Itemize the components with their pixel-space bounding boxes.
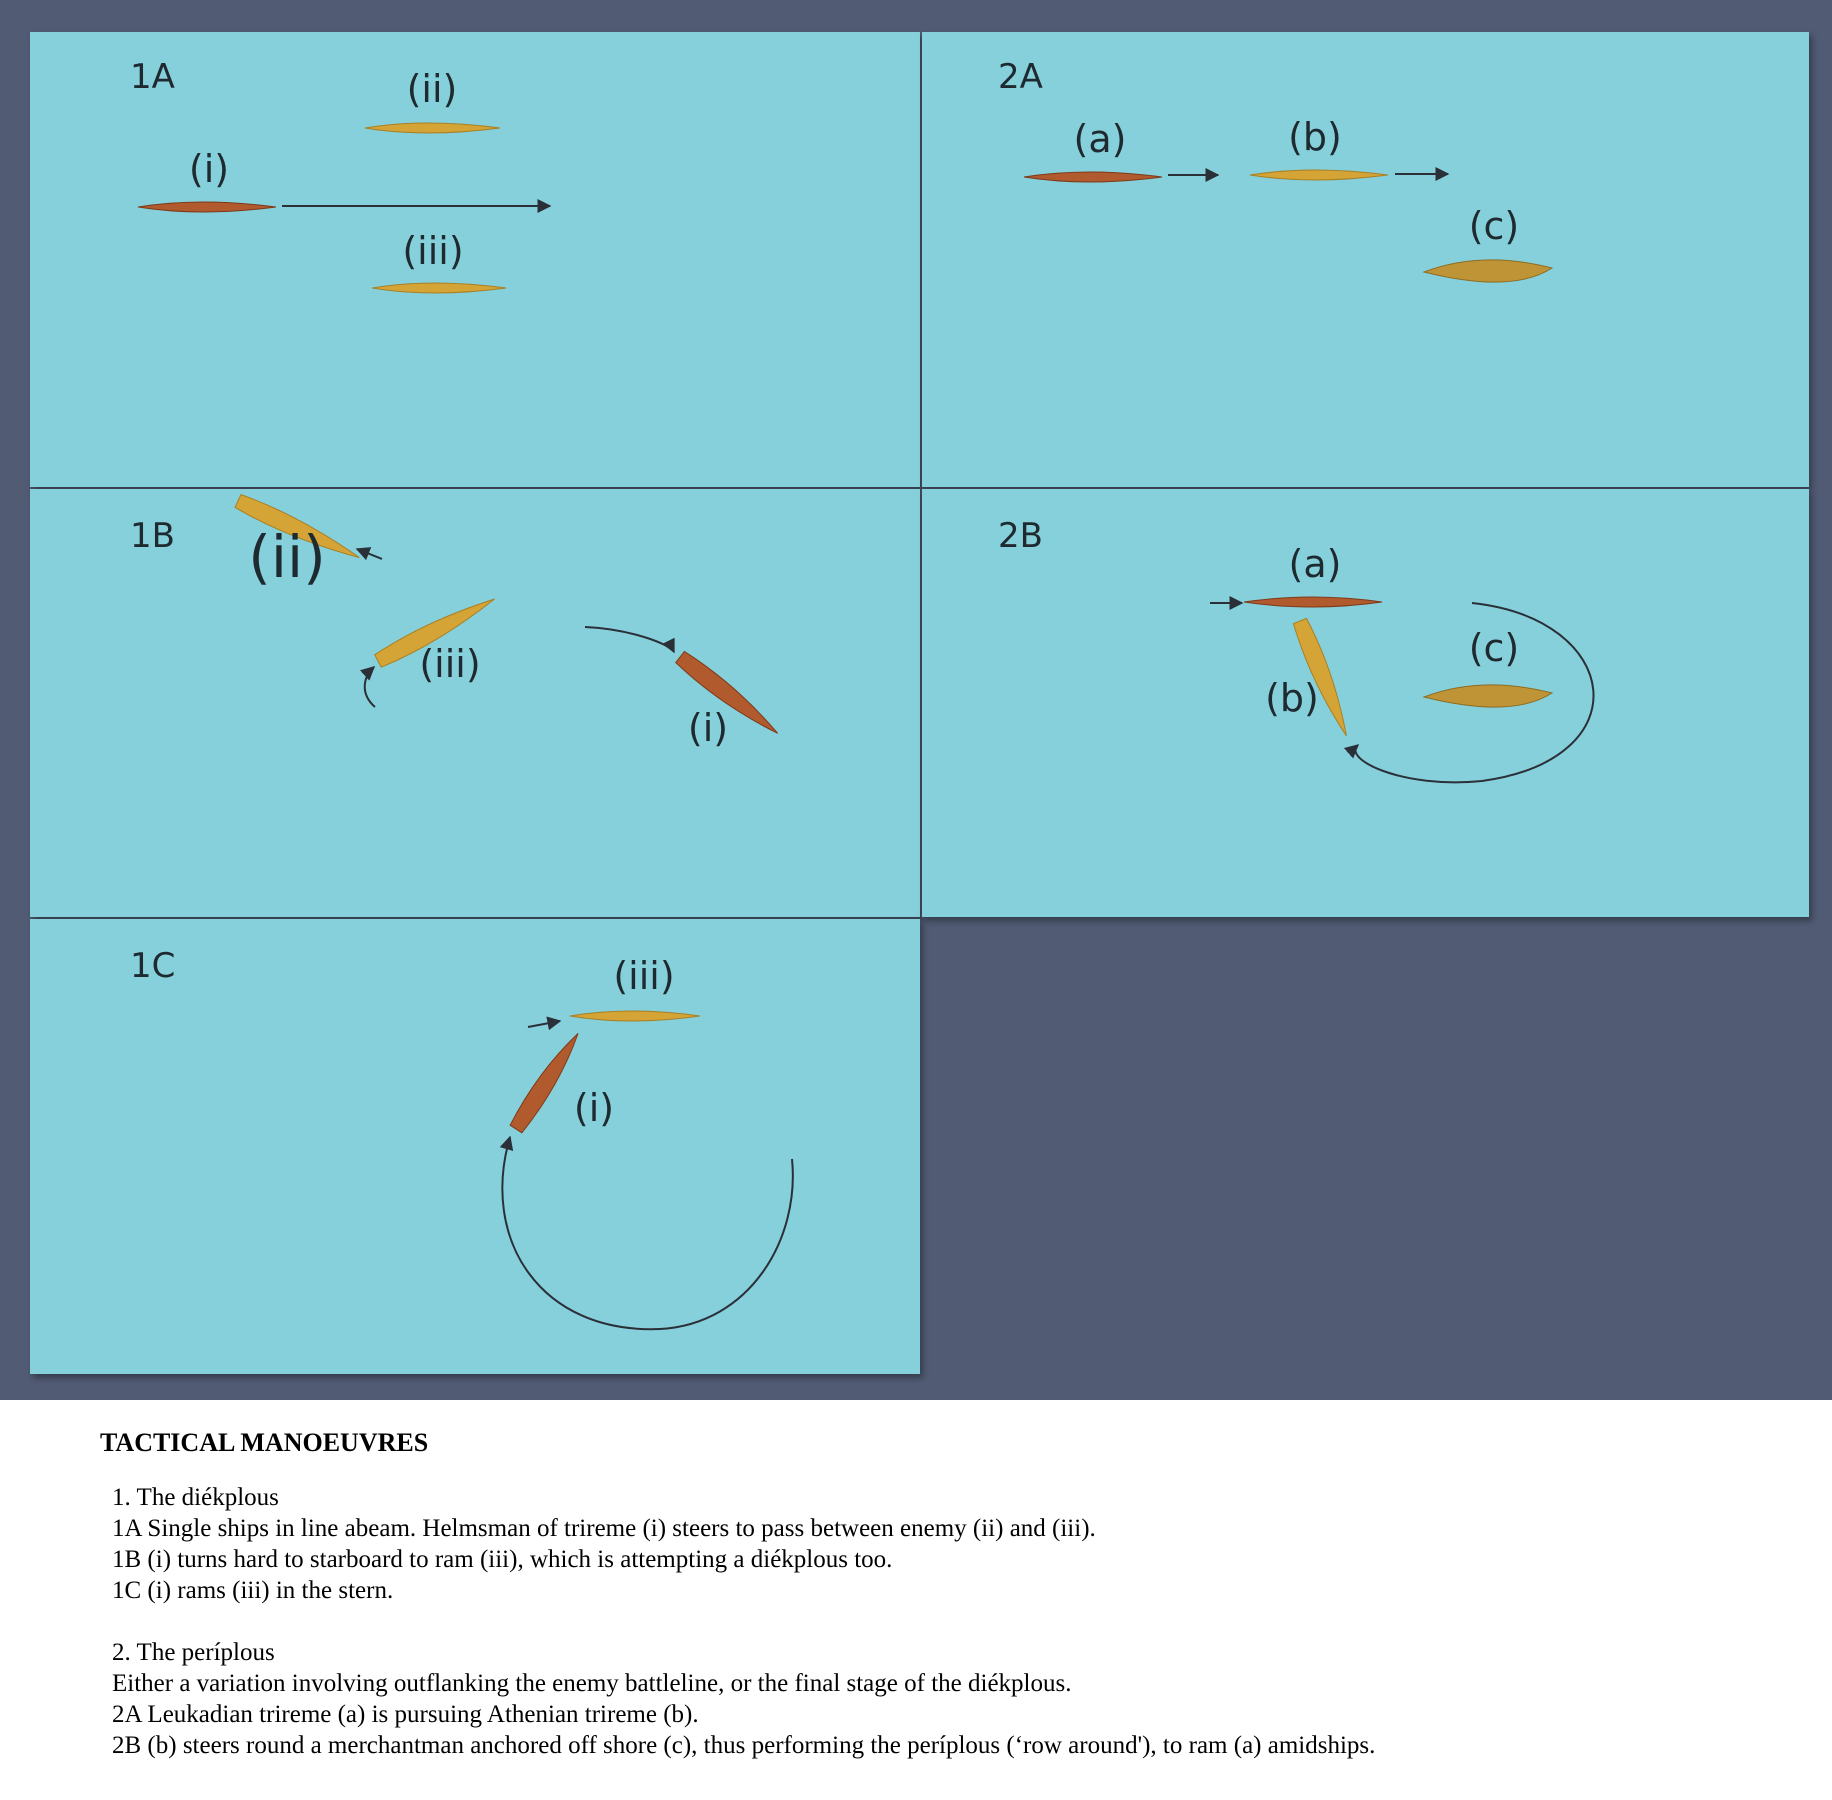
- merchantman-c: [1424, 685, 1552, 707]
- trireme-iii: [372, 283, 506, 293]
- section-2-heading: 2. The períplous: [112, 1639, 275, 1666]
- label-ii: (ii): [406, 67, 458, 111]
- section-1-1a: 1A Single ships in line abeam. Helmsman of trireme (i) steers to pass between enemy (ii) and (iii).: [112, 1515, 1096, 1542]
- panel-1b-title: 1B: [130, 516, 175, 556]
- label-iii: (iii): [613, 954, 675, 998]
- trireme-ii: [365, 123, 500, 133]
- panel-2a: [922, 32, 1809, 487]
- panel-1c-title: 1C: [130, 946, 176, 986]
- panel-2a-drawing: [922, 32, 1809, 487]
- label-b: (b): [1265, 676, 1319, 720]
- section-spacer: [100, 1606, 1780, 1637]
- section-2-2b: 2B (b) steers round a merchantman anchored off shore (c), thus performing the períplous (‘row around'), to ram (a) amidships.: [112, 1732, 1376, 1759]
- trireme-i: [138, 202, 276, 212]
- label-ii: (ii): [248, 523, 326, 591]
- turn-arrow-i: [585, 627, 674, 652]
- label-a: (a): [1288, 542, 1342, 586]
- turn-arrow-ii: [357, 549, 382, 559]
- section-1-heading: 1. The diékplous: [112, 1484, 279, 1511]
- panel-2a-title: 2A: [998, 57, 1043, 97]
- section-1-1b: 1B (i) turns hard to starboard to ram (iii), which is attempting a diékplous too.: [112, 1546, 893, 1573]
- label-i: (i): [687, 706, 729, 750]
- panel-2b-title: 2B: [998, 516, 1043, 556]
- panel-1a-drawing: [30, 32, 920, 487]
- label-i: (i): [188, 147, 230, 191]
- panel-1c: [30, 919, 920, 1374]
- section-1-1c: 1C (i) rams (iii) in the stern.: [112, 1577, 394, 1604]
- trireme-a: [1024, 172, 1162, 182]
- label-c: (c): [1468, 204, 1520, 248]
- panel-2b-drawing: [922, 489, 1809, 917]
- label-a: (a): [1073, 117, 1127, 161]
- label-b: (b): [1288, 115, 1342, 159]
- course-arrow-iii: [528, 1021, 560, 1027]
- caption: [100, 1420, 1780, 1761]
- trireme-a: [1244, 597, 1382, 607]
- panel-1b-drawing: [30, 489, 920, 917]
- ramming-turn-arrow: [502, 1137, 792, 1329]
- caption-title: TACTICAL MANOEUVRES: [100, 1428, 429, 1457]
- panel-2b: [922, 489, 1809, 917]
- label-c: (c): [1468, 626, 1520, 670]
- panel-1c-drawing: [30, 919, 920, 1374]
- section-2-2a: 2A Leukadian trireme (a) is pursuing Athenian trireme (b).: [112, 1701, 699, 1728]
- label-iii: (iii): [419, 642, 481, 686]
- section-2-intro: Either a variation involving outflanking the enemy battleline, or the final stage of the diékplous.: [112, 1670, 1072, 1697]
- trireme-iii: [570, 1011, 700, 1021]
- label-i: (i): [573, 1086, 615, 1130]
- label-iii: (iii): [402, 229, 464, 273]
- turn-arrow-iii: [365, 667, 375, 707]
- panel-1b: [30, 489, 920, 917]
- panel-1a-title: 1A: [130, 57, 175, 97]
- panel-1a: [30, 32, 920, 487]
- merchantman-c: [1424, 260, 1552, 282]
- trireme-b: [1250, 170, 1388, 180]
